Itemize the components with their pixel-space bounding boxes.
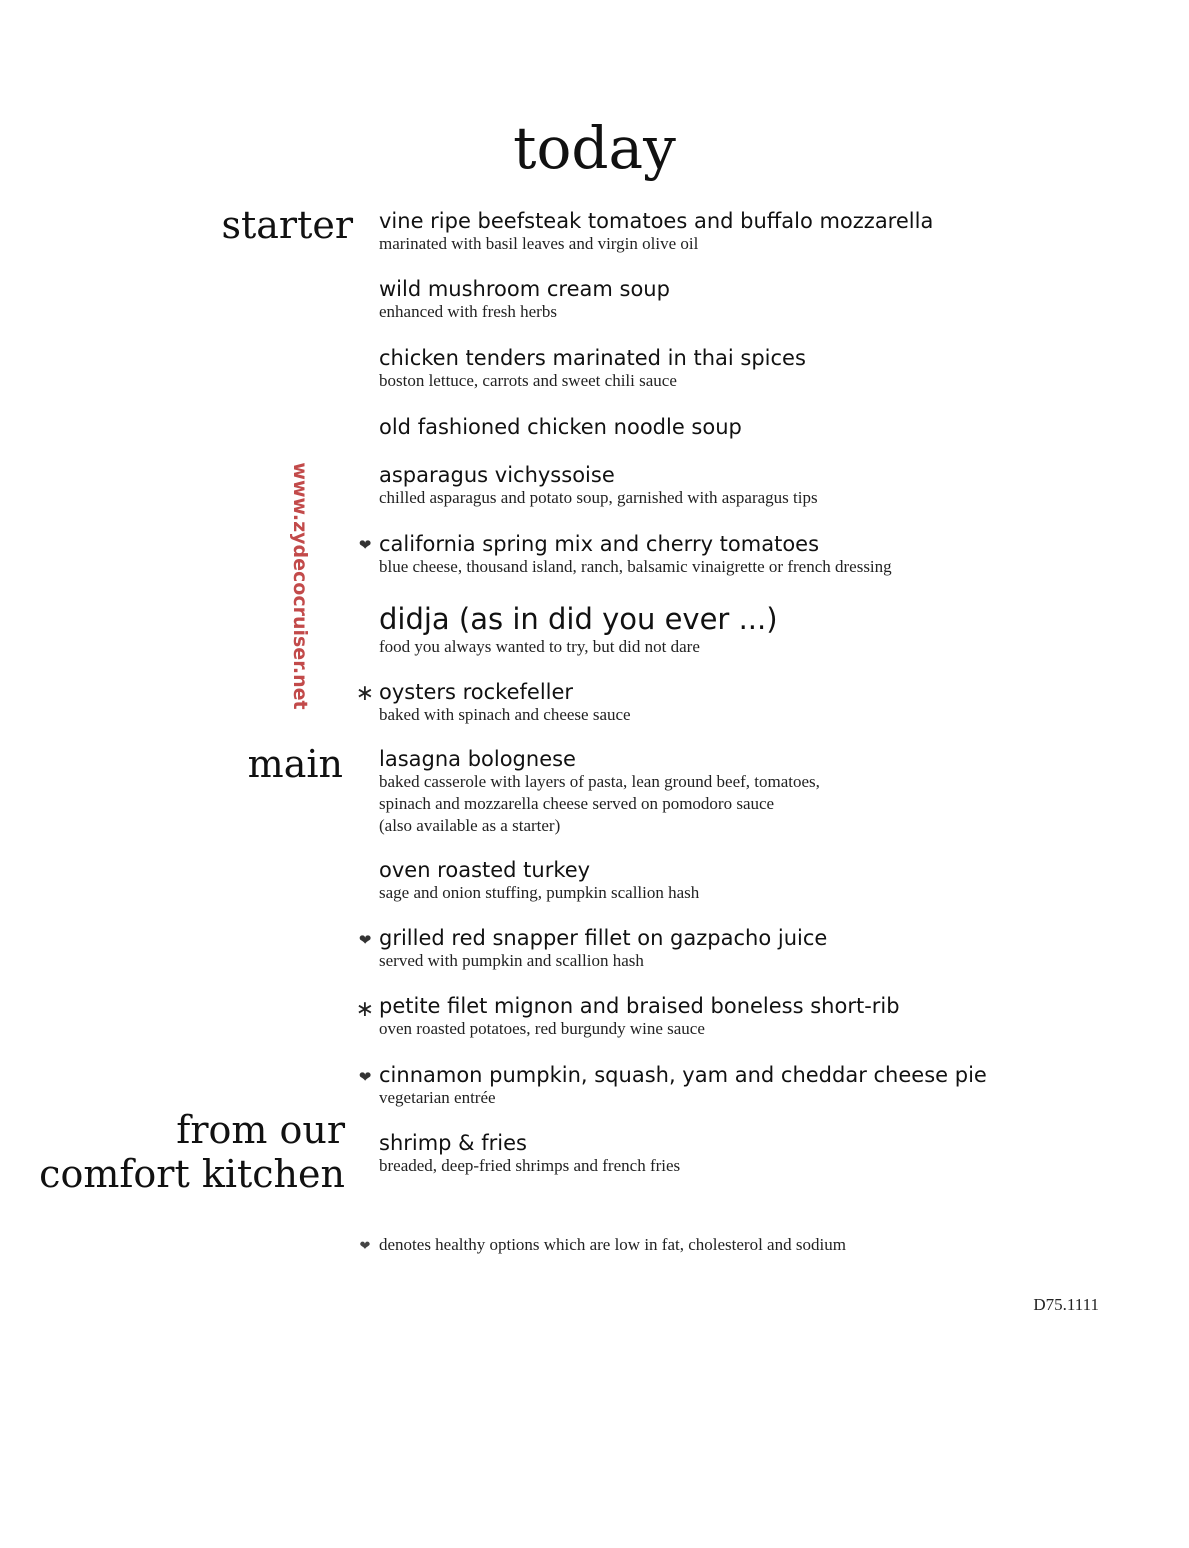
item-description: vegetarian entrée bbox=[379, 1088, 496, 1107]
menu-item bbox=[379, 532, 1139, 578]
item-name: asparagus vichyssoise bbox=[379, 463, 615, 487]
menu-item bbox=[379, 602, 1139, 658]
item-name: petite filet mignon and braised boneless short-rib bbox=[379, 994, 900, 1018]
menu-item bbox=[379, 463, 1139, 509]
menu-item bbox=[379, 680, 1139, 726]
item-description: spinach and mozzarella cheese served on pomodoro sauce bbox=[379, 794, 775, 813]
asterisk-icon: ∗ bbox=[355, 681, 375, 706]
item-description: enhanced with fresh herbs bbox=[379, 302, 557, 321]
item-name: didja (as in did you ever ...) bbox=[379, 602, 778, 636]
item-description: baked casserole with layers of pasta, lean ground beef, tomatoes, bbox=[379, 772, 820, 791]
section-label-comfort-kitchen bbox=[20, 1108, 345, 1196]
section-label-main: main bbox=[247, 742, 343, 786]
item-name: oven roasted turkey bbox=[379, 858, 591, 882]
item-name: chicken tenders marinated in thai spices bbox=[379, 346, 806, 370]
menu-item bbox=[379, 858, 1139, 904]
item-description: oven roasted potatoes, red burgundy wine sauce bbox=[379, 1019, 705, 1038]
menu-item bbox=[379, 747, 1139, 837]
section-label-comfort-line1: from our bbox=[176, 1108, 345, 1152]
item-name: california spring mix and cherry tomatoes bbox=[379, 532, 820, 556]
item-name: grilled red snapper fillet on gazpacho juice bbox=[379, 926, 828, 950]
item-name: cinnamon pumpkin, squash, yam and cheddar cheese pie bbox=[379, 1063, 987, 1087]
item-description: sage and onion stuffing, pumpkin scallion hash bbox=[379, 883, 700, 902]
heart-icon: ❤︎ bbox=[358, 931, 372, 949]
item-name: shrimp & fries bbox=[379, 1131, 527, 1155]
item-description: served with pumpkin and scallion hash bbox=[379, 951, 644, 970]
heart-icon: ❤︎ bbox=[359, 1239, 371, 1254]
item-description: marinated with basil leaves and virgin olive oil bbox=[379, 234, 699, 253]
asterisk-icon: ∗ bbox=[355, 997, 375, 1022]
item-description: boston lettuce, carrots and sweet chili sauce bbox=[379, 371, 677, 390]
healthy-legend bbox=[355, 1234, 846, 1256]
item-description: baked with spinach and cheese sauce bbox=[379, 705, 631, 724]
item-name: lasagna bolognese bbox=[379, 747, 576, 771]
page-title: today bbox=[513, 114, 676, 182]
menu-code: D75.1111 bbox=[1033, 1295, 1099, 1314]
menu-item bbox=[379, 926, 1139, 972]
menu-item bbox=[379, 1063, 1139, 1109]
legend-text: denotes healthy options which are low in fat, cholesterol and sodium bbox=[379, 1235, 846, 1254]
item-description: blue cheese, thousand island, ranch, balsamic vinaigrette or french dressing bbox=[379, 557, 892, 576]
item-description: breaded, deep-fried shrimps and french fries bbox=[379, 1156, 681, 1175]
item-description: (also available as a starter) bbox=[379, 816, 561, 835]
watermark-text: www.zydecocruiser.net bbox=[289, 462, 311, 710]
item-name: old fashioned chicken noodle soup bbox=[379, 415, 742, 439]
item-name: wild mushroom cream soup bbox=[379, 277, 670, 301]
menu-item bbox=[379, 994, 1139, 1040]
section-label-starter: starter bbox=[221, 203, 353, 247]
menu-item bbox=[379, 1131, 1139, 1177]
section-label-comfort-line2: comfort kitchen bbox=[39, 1152, 345, 1196]
item-description: food you always wanted to try, but did not dare bbox=[379, 637, 700, 656]
menu-item bbox=[379, 346, 1139, 392]
menu-item bbox=[379, 277, 1139, 323]
menu-item bbox=[379, 209, 1139, 255]
heart-icon: ❤︎ bbox=[358, 1068, 372, 1086]
item-name: vine ripe beefsteak tomatoes and buffalo mozzarella bbox=[379, 209, 934, 233]
menu-item bbox=[379, 415, 1139, 439]
item-description: chilled asparagus and potato soup, garnished with asparagus tips bbox=[379, 488, 818, 507]
heart-icon: ❤︎ bbox=[358, 536, 372, 554]
item-name: oysters rockefeller bbox=[379, 680, 574, 704]
